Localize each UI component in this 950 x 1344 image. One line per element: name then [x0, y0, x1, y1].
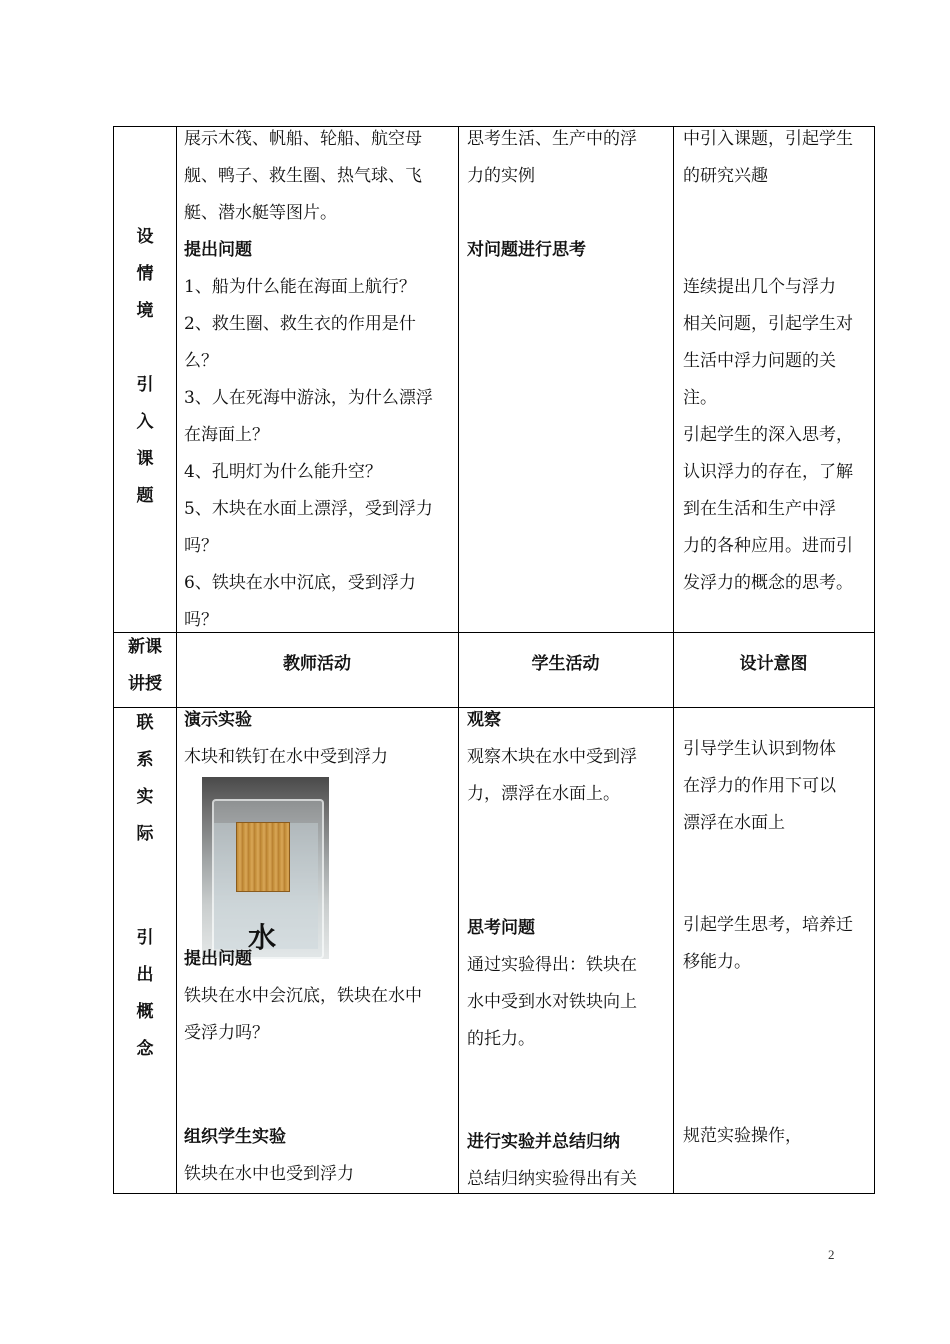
row3-student-activity-2: 思考问题 通过实验得出：铁块在 水中受到水对铁块向上 的托力。 [467, 910, 667, 1058]
lesson-plan-table [113, 126, 875, 1194]
row1-label: 设 情 境 引 入 课 题 [136, 227, 154, 506]
row3-teacher-activity: 演示实验 木块和铁钉在水中受到浮力 [184, 702, 452, 776]
section-heading: 进行实验并总结归纳 [467, 1132, 620, 1152]
header-label: 新课 讲授 [128, 637, 162, 694]
header-student-activity: 学生活动 [531, 654, 600, 674]
row1-design-intent: 中引入课题，引起学生 的研究兴趣 连续提出几个与浮力 相关问题，引起学生对 生活中浮力问题的关 注。 引起学生的深入思考， 认识浮力的存在，了解 到在生活和生产中浮 力的各种应用。进而引 发浮力的概念的思考。 [683, 129, 853, 593]
header-teacher-activity: 教师活动 [283, 654, 351, 674]
row1-teacher-activity: 展示木筏、帆船、轮船、航空母 舰、鸭子、救生圈、热气球、飞 艇、潜水艇等图片。 提出问题 1、船为什么能在海面上航行？ 2、救生圈、救生衣的作用是什 么？ 3、人在死海中游泳，为什么漂浮 在海面上？ 4、孔明灯为什么能升空？ 5、木块在水面上漂浮，受到浮力 吗？ 6、铁块在水中沉底，受到浮力 吗？ [184, 121, 452, 639]
row3-student-activity: 观察 观察木块在水中受到浮 力，漂浮在水面上。 [467, 702, 667, 813]
photo-label: 水 [248, 921, 277, 954]
experiment-photo [202, 777, 329, 959]
section-heading: 观察 [467, 710, 501, 730]
row3-design-intent-2: 引起学生思考，培养迁 移能力。 [683, 915, 853, 972]
header-design-intent: 设计意图 [739, 654, 808, 674]
section-heading: 演示实验 [184, 710, 252, 730]
row3-student-activity-3: 进行实验并总结归纳 总结归纳实验得出有关 [467, 1124, 667, 1198]
row3-teacher-activity-3: 组织学生实验 铁块在水中也受到浮力 [184, 1119, 452, 1193]
row3-design-intent-3: 规范实验操作， [683, 1126, 802, 1146]
section-heading: 思考问题 [467, 918, 535, 938]
wood-block [236, 822, 290, 892]
row3-label: 联 系 实 际 引 出 概 念 [136, 713, 154, 1059]
section-heading: 组织学生实验 [184, 1127, 286, 1147]
row3-teacher-activity-2: 提出问题 铁块在水中会沉底，铁块在水中 受浮力吗？ [184, 941, 452, 1052]
section-heading: 对问题进行思考 [467, 240, 586, 260]
page-number: 2 [828, 1247, 835, 1262]
section-heading: 提出问题 [184, 240, 252, 260]
row3-design-intent: 引导学生认识到物体 在浮力的作用下可以 漂浮在水面上 [683, 739, 836, 833]
row1-student-activity: 思考生活、生产中的浮 力的实例 对问题进行思考 [467, 121, 667, 269]
section-heading: 提出问题 [184, 949, 252, 969]
